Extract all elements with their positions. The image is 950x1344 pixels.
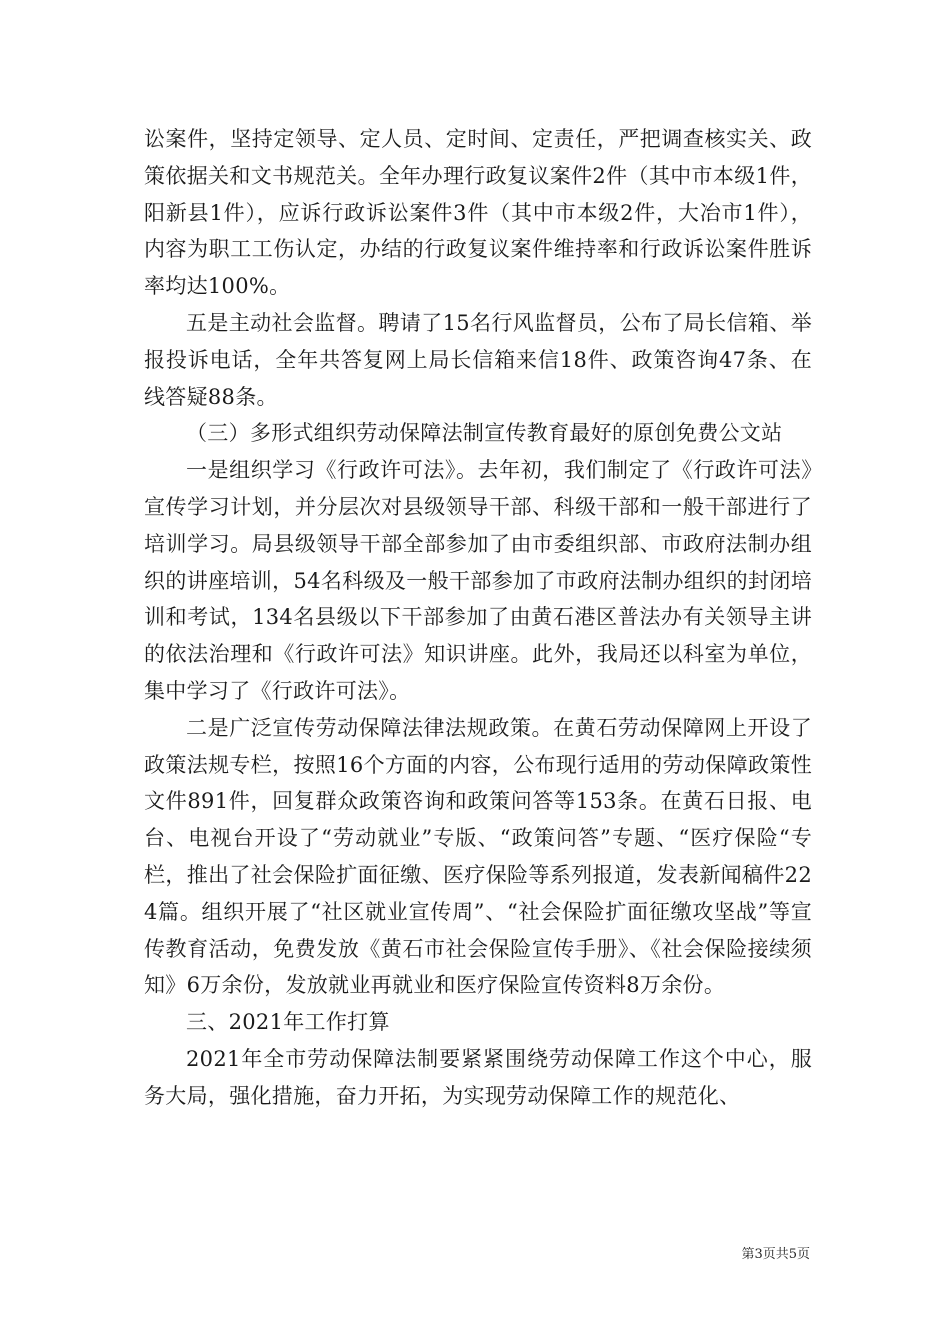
page-number-footer: 第3页共5页	[741, 1247, 810, 1262]
paragraph-continuation: 讼案件，坚持定领导、定人员、定时间、定责任，严把调查核实关、政策依据关和文书规范关。全年办理行政复议案件2件（其中市本级1件，阳新县1件），应诉行政诉讼案件3件（其中市本级2件，大冶市1件），内容为职工工伤认定，办结的行政复议案件维持率和行政诉讼案件胜诉率均达100%。	[144, 127, 812, 299]
paragraph-social-supervision: 五是主动社会监督。聘请了15名行风监督员，公布了局长信箱、举报投诉电话，全年共答复网上局长信箱来信18件、政策咨询47条、在线答疑88条。	[144, 310, 812, 409]
paragraph-study-law: 一是组织学习《行政许可法》。去年初，我们制定了《行政许可法》宣传学习计划，并分层次对县级领导干部、科级干部和一般干部进行了培训学习。局县级领导干部全部参加了由市委组织部、市政府法制办组织的讲座培训，54名科级及一般干部参加了市政府法制办组织的封闭培训和考试，134名县级以下干部参加了由黄石港区普法办有关领导主讲的依法治理和《行政许可法》知识讲座。此外，我局还以科室为单位，集中学习了《行政许可法》。	[144, 458, 812, 703]
document-body	[144, 121, 812, 1115]
paragraph-plan-intro: 2021年全市劳动保障法制要紧紧围绕劳动保障工作这个中心，服务大局，强化措施，奋力开拓，为实现劳动保障工作的规范化、	[144, 1046, 812, 1108]
section-heading-plan: 三、2021年工作打算	[186, 1010, 390, 1035]
paragraph-publicity: 二是广泛宣传劳动保障法律法规政策。在黄石劳动保障网上开设了政策法规专栏，按照16个方面的内容，公布现行适用的劳动保障政策性文件891件，回复群众政策咨询和政策问答等153条。在黄石日报、电台、电视台开设了“劳动就业”专版、“政策问答”专题、“医疗保险“专栏，推出了社会保险扩面征缴、医疗保险等系列报道，发表新闻稿件224篇。组织开展了“社区就业宣传周”、“社会保险扩面征缴攻坚战”等宣传教育活动，免费发放《黄石市社会保险宣传手册》、《社会保险接续须知》6万余份，发放就业再就业和医疗保险宣传资料8万余份。	[144, 715, 812, 998]
section-heading-3: （三）多形式组织劳动保障法制宣传教育最好的原创免费公文站	[186, 421, 783, 446]
